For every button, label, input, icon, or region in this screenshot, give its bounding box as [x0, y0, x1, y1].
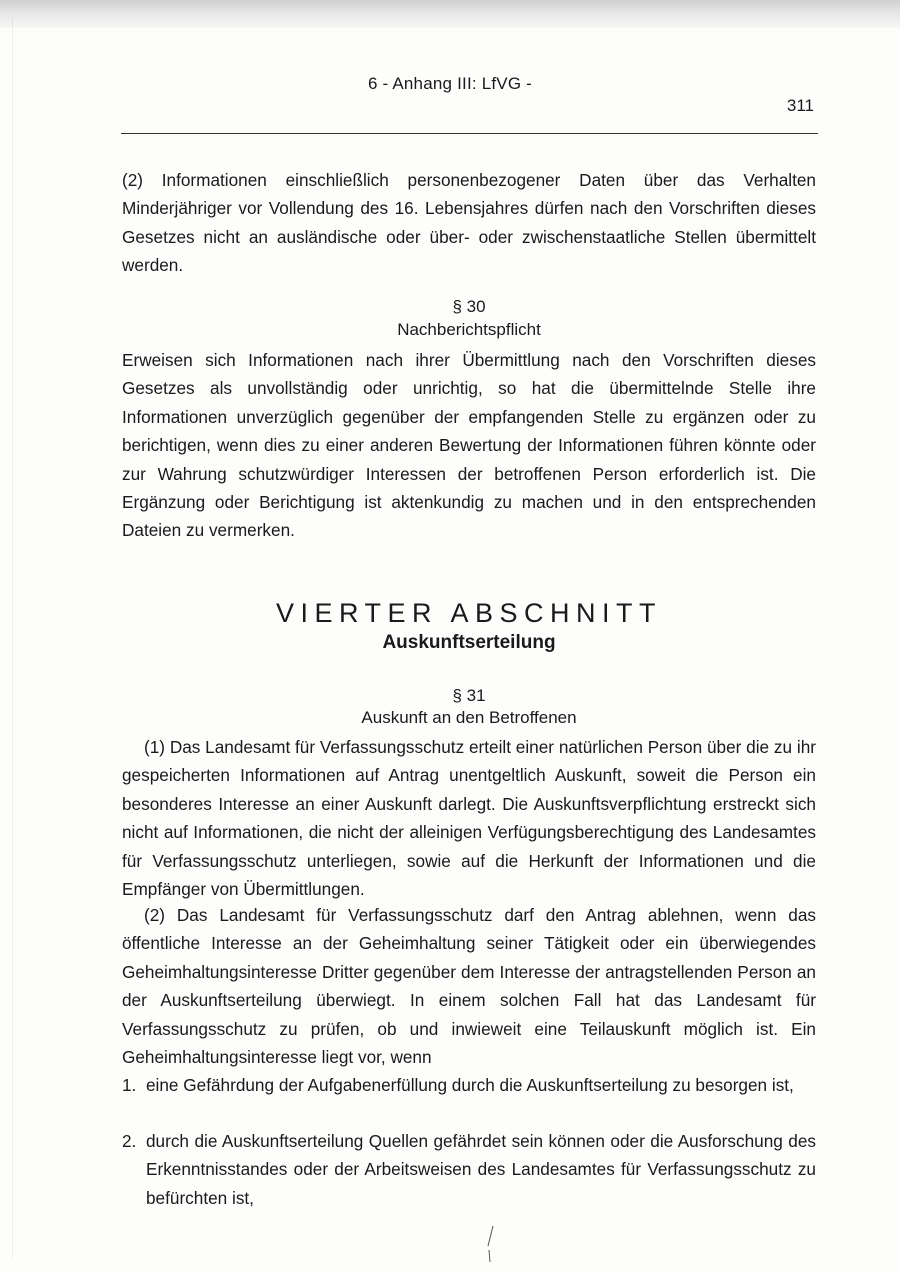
section-30-title: Nachberichtspflicht	[397, 320, 541, 339]
scan-edge-shadow	[0, 0, 900, 28]
header-divider	[121, 133, 818, 134]
list-item-text: durch die Auskunftserteilung Quellen gefährdet sein können oder die Ausforschung des Erkenntnisstandes oder der Arbeitsweisen des Landesamtes für Verfassungsschutz zu befürchten ist,	[146, 1131, 816, 1208]
section-30-body: Erweisen sich Informationen nach ihrer Übermittlung nach den Vorschriften dieses Gesetzes als unvollständig oder unrichtig, so hat die übermittelnde Stelle ihre Informationen unverzüglich gegenüber der empfangenden Stelle zu ergänzen oder zu berichtigen, wenn dies zu einer anderen Bewertung der Informationen führen könnte oder zur Wahrung schutzwürdiger Interessen der betroffenen Person erforderlich ist. Die Ergänzung oder Berichtigung ist aktenkundig zu machen und in den entsprechenden Dateien zu vermerken.	[122, 350, 816, 541]
list-item-text: eine Gefährdung der Aufgabenerfüllung durch die Auskunftserteilung zu besorgen ist,	[146, 1075, 794, 1095]
list-item	[122, 1127, 816, 1212]
section-31-title: Auskunft an den Betroffenen	[361, 708, 577, 727]
section-31-number: § 31	[452, 686, 486, 705]
list-item-number: 2.	[122, 1131, 137, 1151]
part-subtitle: Auskunftserteilung	[382, 632, 556, 653]
paragraph-2: (2) Informationen einschließlich personenbezogener Daten über das Verhalten Minderjähriger vor Vollendung des 16. Lebensjahres dürfen nach den Vorschriften dieses Gesetzes nicht an ausländische oder über- oder zwischenstaatliche Stellen übermittelt werden.	[122, 170, 816, 276]
list-item	[122, 1071, 816, 1099]
pen-stroke-mark	[484, 1224, 496, 1264]
section-31-paragraph-1: (1) Das Landesamt für Verfassungsschutz erteilt einer natürlichen Person über die zu ihr gespeicherten Informationen auf Antrag unentgeltlich Auskunft, soweit die Person ein besonderes Interesse an einer Auskunft darlegt. Die Auskunftsverpflichtung erstreckt sich nicht auf Informationen, die nicht der alleinigen Verfügungsberechtigung des Landesamtes für Verfassungsschutz unterliegen, sowie auf die Herkunft der Informationen und die Empfänger von Übermittlungen.	[122, 737, 816, 900]
section-31-paragraph-2: (2) Das Landesamt für Verfassungsschutz darf den Antrag ablehnen, wenn das öffentliche Interesse an der Geheimhaltung seiner Tätigkeit oder ein überwiegendes Geheimhaltungsinteresse Dritter gegenüber dem Interesse der antragstellenden Person an der Auskunftserteilung überwiegt. In einem solchen Fall hat das Landesamt für Verfassungsschutz zu prüfen, ob und inwieweit eine Teilauskunft möglich ist. Ein Geheimhaltungsinteresse liegt vor, wenn	[122, 905, 816, 1068]
list-item-number: 1.	[122, 1075, 137, 1095]
page-number: 311	[786, 96, 814, 115]
part-heading: VIERTER ABSCHNITT	[275, 598, 663, 628]
section-30-number: § 30	[452, 297, 486, 316]
running-header: 6 - Anhang III: LfVG -	[367, 74, 533, 93]
